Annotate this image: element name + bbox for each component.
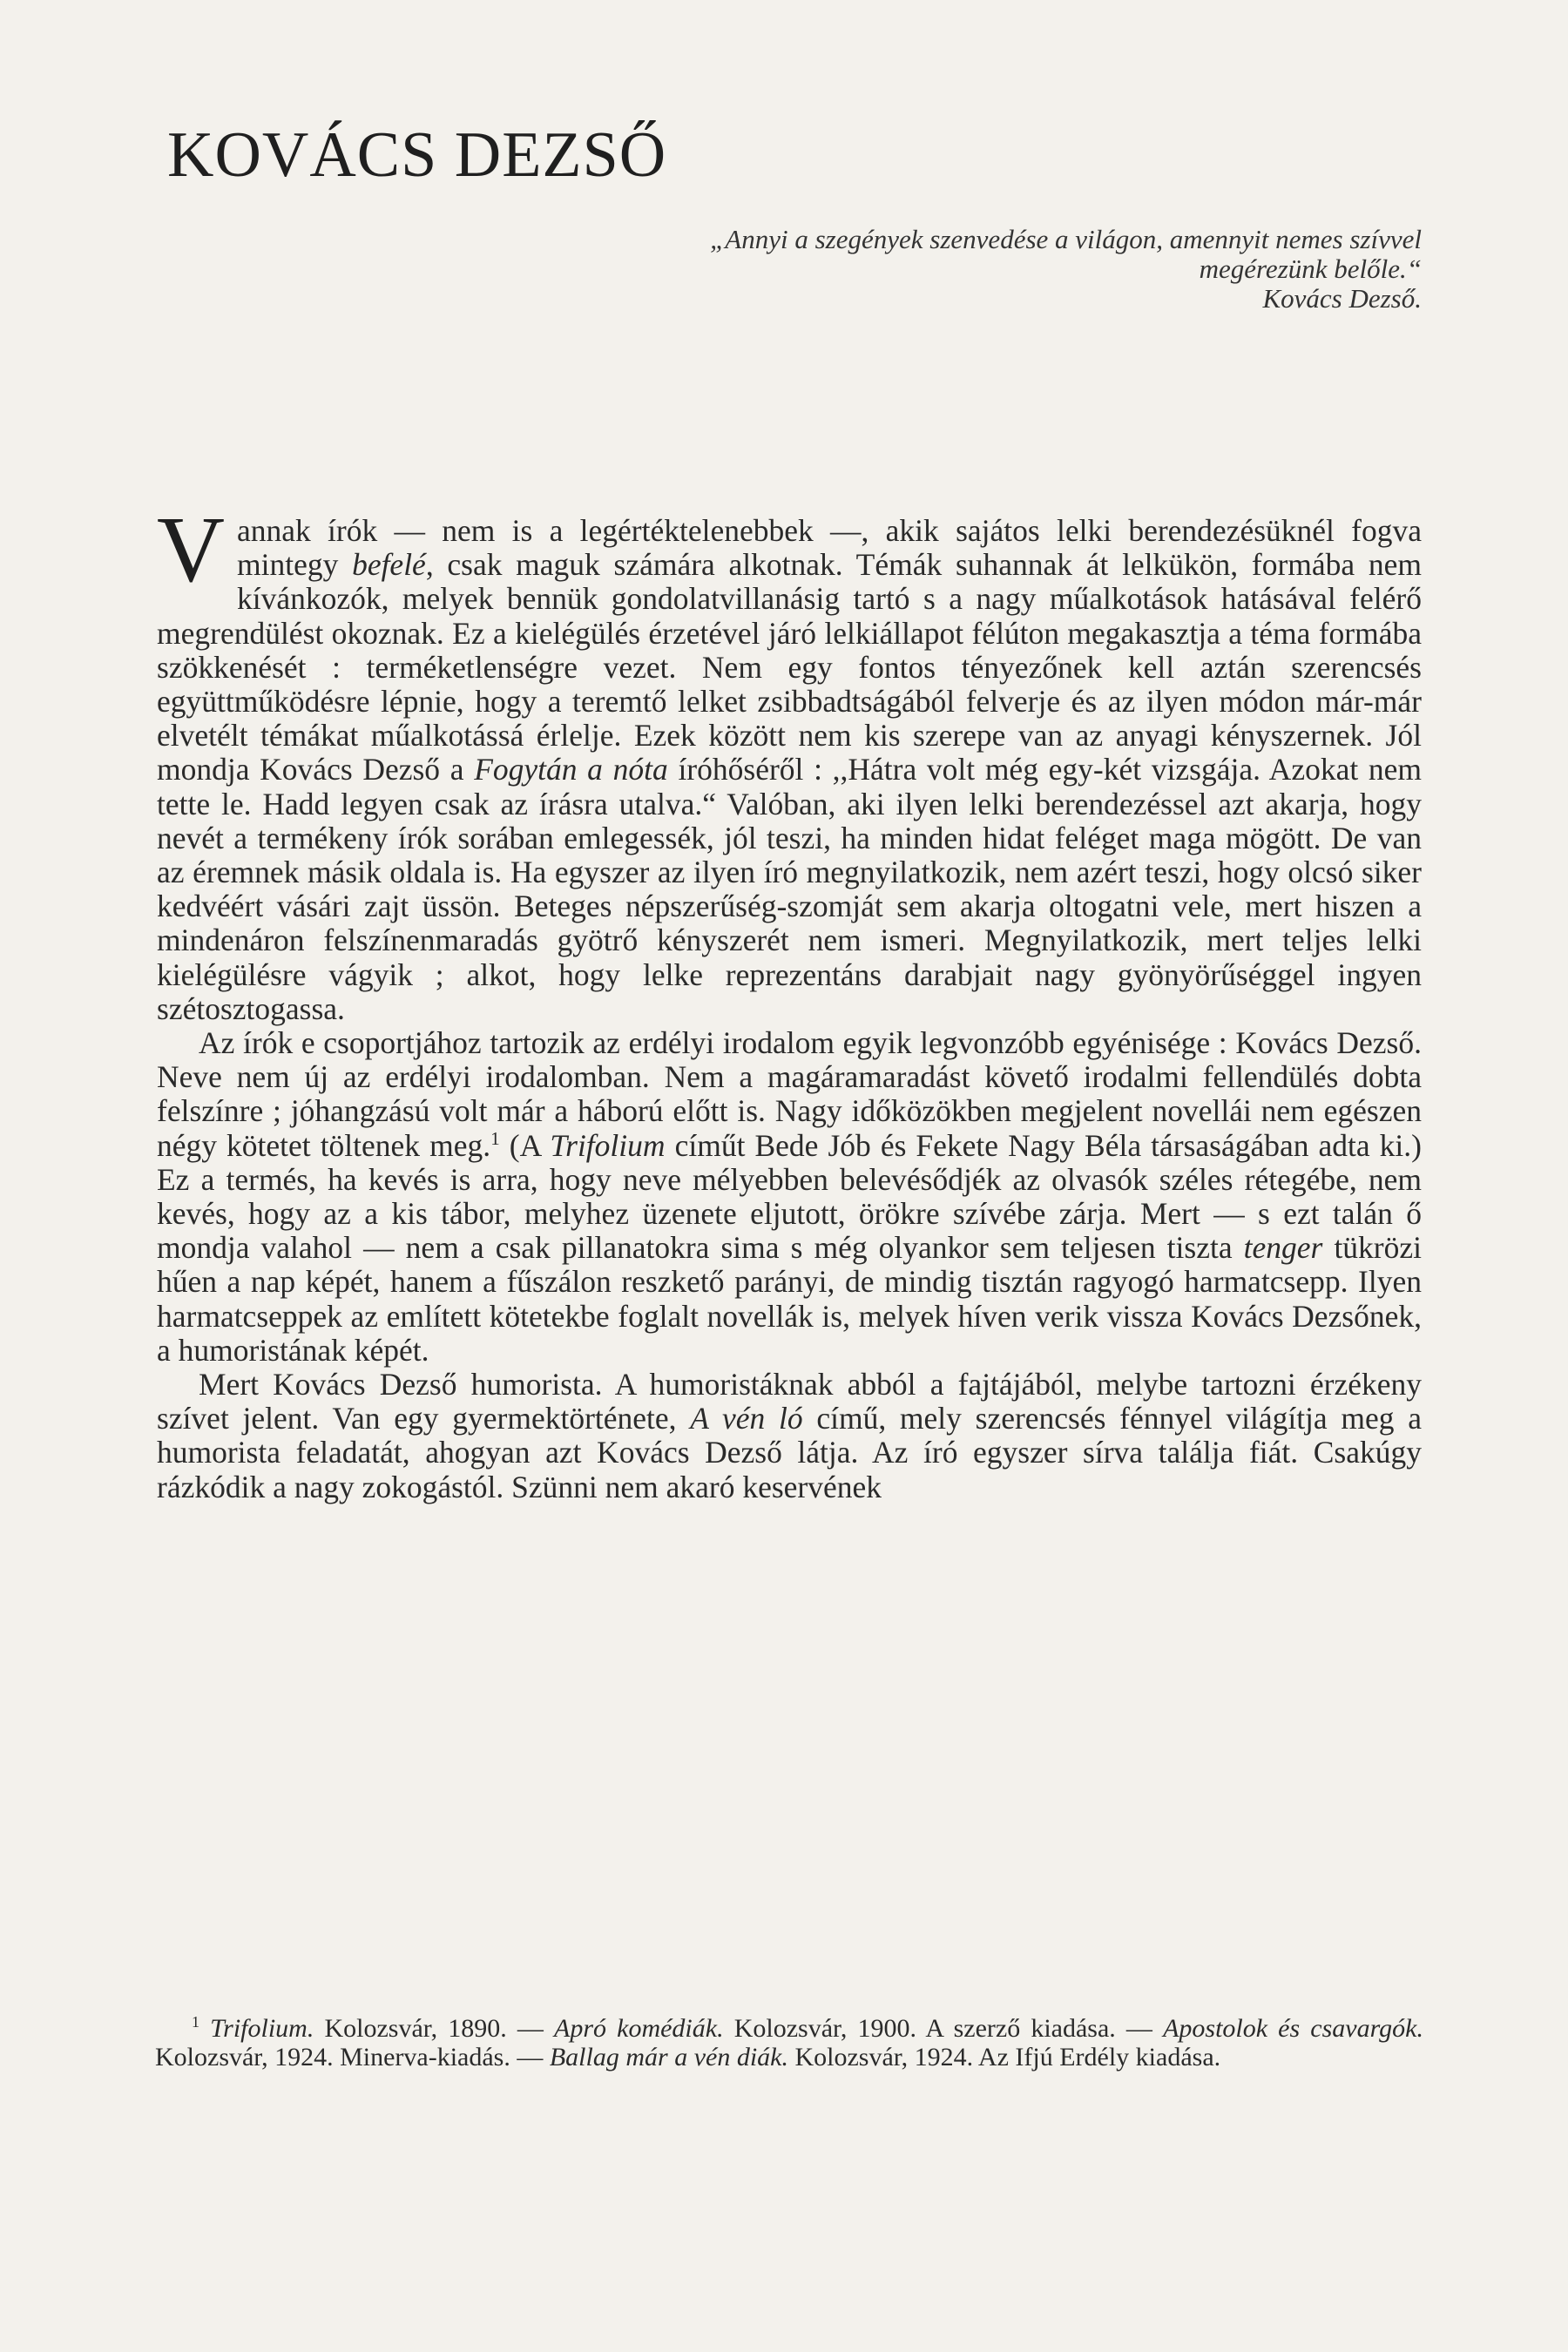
epigraph bbox=[638, 225, 1422, 314]
text-run: Kolozsvár, 1924. Az Ifjú Erdély kiadása. bbox=[787, 2043, 1221, 2072]
epigraph-author: Kovács Dezső. bbox=[1262, 283, 1422, 314]
italic-run: A vén ló bbox=[690, 1401, 803, 1436]
paragraph-1 bbox=[157, 498, 1423, 1026]
text-run: Mert Kovács Dezső humorista. A humoristáknak abból a fajtájából, melybe tartozni érzékeny szívet jelent. Van egy gyermektörténete, bbox=[157, 1367, 1422, 1436]
italic-run: Apró komédiák. bbox=[554, 2014, 724, 2043]
text-run: annak írók — nem is a legértéktelenebbek —, akik sajátos lelki berendezésüknél fogva mintegy bbox=[237, 513, 1422, 583]
page-title: KOVÁCS DEZSŐ bbox=[167, 119, 667, 191]
text-run: Kolozsvár, 1924. Minerva-kiadás. — bbox=[155, 2043, 550, 2072]
paragraph-2 bbox=[157, 1026, 1422, 1368]
footnote-number: 1 bbox=[192, 2013, 199, 2031]
text-run: , csak maguk számára alkotnak. Témák suhannak át lelkükön, formába nem kívánkozók, melyek bennük gondolatvillanásig tartó s a nagy műalkotások hatásával felérő megrendülést okoznak. Ez a kielégülés érzetével járó lelkiállapot félúton megakasztja a téma formába szökkenését : terméketlenségre vezet. Nem egy fontos tényezőnek kell aztán szerencsés együttműködésre lépnie, hogy a teremtő lelket zsibbadtságából felverje és az ilyen módon már-már elvetélt témákat műalkotássá érlelje. Ezek között nem kis szerepe van az anyagi kényszernek. Jól mondja Kovács Dezső a bbox=[157, 547, 1422, 787]
text-run: tükrözi hűen a nap képét, hanem a fűszálon reszkető parányi, de mindig tisztán ragyogó harmatcsepp. Ilyen harmatcseppek az említett kötetekbe foglalt novellák is, melyek híven verik vissza Kovács Dezsőnek, a humoristának képét. bbox=[157, 1230, 1423, 1368]
text-run: Kolozsvár, 1900. A szerző kiadása. — bbox=[723, 2014, 1164, 2043]
italic-run: Trifolium. bbox=[210, 2014, 314, 2043]
text-run: című, mely szerencsés fénnyel világítja meg a humorista feladatát, ahogyan azt Kovács Dezső látja. Az író egyszer sírva találja fiát. Csakúgy rázkódik a nagy zokogástól. Szünni nem akaró keservének bbox=[157, 1401, 1423, 1504]
italic-run: befelé bbox=[352, 547, 426, 583]
epigraph-quote: „Annyi a szegények szenvedése a világon, amennyit nemes szívvel megérezünk belőle.“ bbox=[710, 224, 1422, 284]
italic-run: Fogytán a nóta bbox=[474, 752, 668, 787]
italic-run: Apostolok és csavargók. bbox=[1163, 2014, 1423, 2043]
italic-run: tenger bbox=[1243, 1230, 1323, 1266]
footnote-text bbox=[155, 2014, 1423, 2072]
text-run: íróhőséről : ,,Hátra volt még egy-két vizsgája. Azokat nem tette le. Hadd legyen csak az írásra utalva.“ Valóban, aki ilyen lelki berendezéssel azt akarja, hogy nevét a termékeny írók sorában emlegessék, jól teszi, ha minden hidat feléget maga mögött. De van az éremnek másik oldala is. Ha egyszer az ilyen író megnyilatkozik, nem azért teszi, hogy olcsó siker kedvéért vásári zajt üssön. Beteges népszerűség-szomját sem akarja oltogatni vele, mert hiszen a mindenáron felszínenmaradás gyötrő kényszerét nem ismeri. Megnyilatkozik, mert teljes lelki kielégülésre vágyik ; alkot, hogy lelke reprezentáns darabjait nagy gyönyörűséggel ingyen szétosztogassa. bbox=[157, 752, 1423, 1026]
text-run: Az írók e csoportjához tartozik az erdélyi irodalom egyik legvonzóbb egyénisége : Kovács Dezső. Neve nem új az erdélyi irodalomban. Nem a magáramaradást követő irodalmi fellendülés dobta felszínre ; jóhangzású volt már a háború előtt is. Nagy időközökben megjelent novellái nem egészen négy kötetet töltenek meg. bbox=[157, 1025, 1422, 1163]
italic-run: Ballag már a vén diák. bbox=[549, 2043, 788, 2072]
article-body bbox=[157, 498, 1423, 1504]
text-run: Kolozsvár, 1890. — bbox=[314, 2014, 554, 2043]
italic-run: Trifolium bbox=[550, 1127, 666, 1163]
drop-cap: V bbox=[157, 498, 225, 602]
text-run: címűt Bede Jób és Fekete Nagy Béla társaságában adta ki.) Ez a termés, ha kevés is arra, hogy neve mélyebben belevésődjék az olvasók széles rétegébe, nem kevés, hogy az a kis tábor, melyhez üzenete eljutott, örökre szívébe zárja. Mert — s ezt talán ő mondja valahol — nem a csak pillanatokra sima s még olyankor sem teljesen tiszta bbox=[157, 1127, 1422, 1266]
footnote bbox=[155, 2014, 1423, 2072]
text-run: (A bbox=[499, 1127, 551, 1163]
paragraph-3 bbox=[157, 1368, 1422, 1504]
footnote-ref[interactable]: 1 bbox=[490, 1127, 500, 1149]
